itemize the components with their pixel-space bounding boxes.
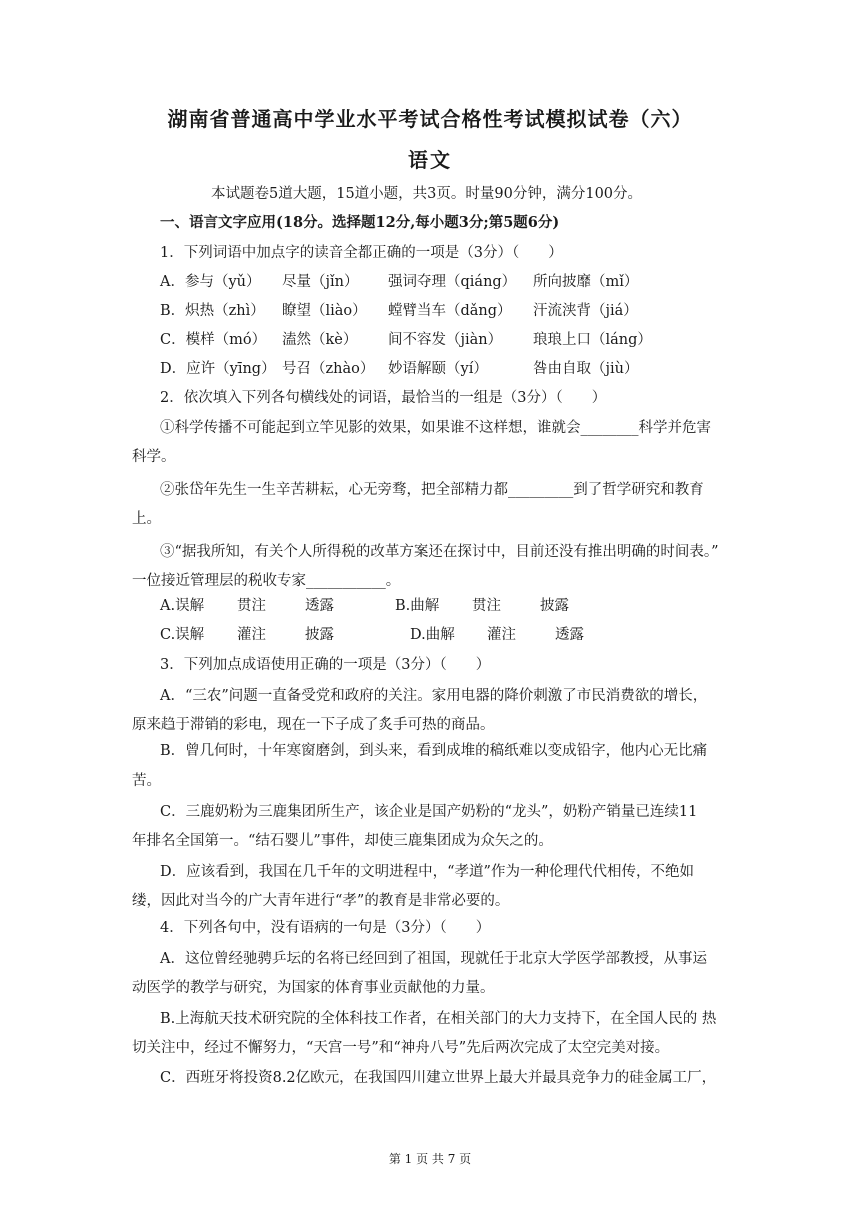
q1-a-1: A．参与（yǔ）	[160, 274, 261, 290]
q2-c-2: 灌注	[237, 627, 266, 643]
q2-d-1: D.曲解	[410, 627, 455, 643]
q1-b-1: B．炽热（zhì）	[160, 303, 265, 319]
q4-a-line2: 动医学的教学与研究，为国家的体育事业贡献他的力量。	[132, 980, 495, 996]
subject-title: 语文	[408, 148, 452, 172]
q1-c-2: 溘然（kè）	[282, 332, 358, 348]
exam-intro: 本试题卷5道大题，15道小题，共3页。时量90分钟，满分100分。	[211, 186, 643, 202]
q1-b-3: 螳臂当车（dǎng）	[388, 303, 512, 319]
page-footer: 第 1 页 共 7 页	[388, 1152, 472, 1166]
q3-b-line1: B．曾几何时，十年寒窗磨剑，到头来，看到成堆的稿纸难以变成铅字，他内心无比痛	[160, 743, 708, 759]
q2-a-3: 透露	[305, 598, 334, 614]
q2-a-2: 贯注	[237, 598, 266, 614]
q2-sentence1-line1: ①科学传播不可能起到立竿见影的效果，如果谁不这样想，谁就会________科学并危害	[160, 420, 711, 436]
q3-a-line1: A．“三农”问题一直备受党和政府的关注。家用电器的降价刺激了市民消费欲的增长，	[160, 688, 708, 704]
q1-d-4: 咎由自取（jiù）	[533, 361, 639, 377]
q2-b-3: 披露	[540, 598, 569, 614]
q2-sentence1-line2: 科学。	[132, 449, 176, 465]
exam-title: 湖南省普通高中学业水平考试合格性考试模拟试卷（六）	[167, 107, 693, 131]
q2-d-2: 灌注	[487, 627, 516, 643]
q4-stem: 4．下列各句中，没有语病的一句是（3分）（ ）	[160, 920, 491, 936]
q3-a-line2: 原来趋于滞销的彩电，现在一下子成了炙手可热的商品。	[132, 717, 495, 733]
q2-b-1: B.曲解	[395, 598, 440, 614]
q4-b-line1: B.上海航天技术研究院的全体科技工作者，在相关部门的大力支持下，在全国人民的 热	[160, 1011, 717, 1027]
q2-stem: 2．依次填入下列各句横线处的词语，最恰当的一组是（3分）（ ）	[160, 390, 607, 406]
q3-stem: 3．下列加点成语使用正确的一项是（3分）（ ）	[160, 657, 491, 673]
q1-d-1: D．应许（yīng）	[160, 361, 276, 377]
q1-a-4: 所向披靡（mǐ）	[533, 274, 639, 290]
q1-c-3: 间不容发（jiàn）	[388, 332, 503, 348]
q2-sentence3-line1: ③“据我所知，有关个人所得税的改革方案还在探讨中，目前还没有推出明确的时间表。”	[160, 544, 719, 560]
section-heading: 一、语言文字应用(18分。选择题12分,每小题3分;第5题6分)	[160, 214, 560, 231]
q3-c-line1: C．三鹿奶粉为三鹿集团所生产，该企业是国产奶粉的“龙头”，奶粉产销量已连续11	[160, 804, 698, 820]
q2-b-2: 贯注	[472, 598, 501, 614]
q3-d-line2: 缕，因此对当今的广大青年进行“孝”的教育是非常必要的。	[132, 893, 510, 909]
q2-sentence2-line2: 上。	[132, 511, 161, 527]
q1-c-1: C．模样（mó）	[160, 332, 267, 348]
q1-b-2: 瞭望（liào）	[282, 303, 367, 319]
q1-a-3: 强词夺理（qiáng）	[388, 274, 517, 290]
q4-a-line1: A．这位曾经驰骋乒坛的名将已经回到了祖国，现就任于北京大学医学部教授，从事运	[160, 951, 707, 967]
q1-a-2: 尽量（jǐn）	[282, 274, 359, 290]
q3-d-line1: D．应该看到，我国在几千年的文明进程中，“孝道”作为一种伦理代代相传，不绝如	[160, 864, 694, 880]
q2-c-3: 披露	[305, 627, 334, 643]
q2-d-3: 透露	[555, 627, 584, 643]
q2-a-1: A.误解	[160, 598, 205, 614]
q3-b-line2: 苦。	[132, 773, 161, 789]
q1-b-4: 汗流浃背（jiá）	[533, 303, 638, 319]
q2-sentence3-line2: 一位接近管理层的税收专家___________。	[132, 573, 401, 589]
q1-d-2: 号召（zhào）	[282, 361, 375, 377]
q4-c-line1: C．西班牙将投资8.2亿欧元，在我国四川建立世界上最大并最具竞争力的硅金属工厂，	[160, 1070, 717, 1086]
q1-c-4: 琅琅上口（láng）	[533, 332, 652, 348]
q1-d-3: 妙语解颐（yí）	[388, 361, 488, 377]
q2-c-1: C.误解	[160, 627, 205, 643]
q2-sentence2-line1: ②张岱年先生一生辛苦耕耘，心无旁骛，把全部精力都_________到了哲学研究和教育	[160, 482, 704, 498]
q4-b-line2: 切关注中，经过不懈努力，“天宫一号”和“神舟八号”先后两次完成了太空完美对接。	[132, 1040, 670, 1056]
q3-c-line2: 年排名全国第一。“结石婴儿”事件，却使三鹿集团成为众矢之的。	[132, 833, 553, 849]
q1-stem: 1．下列词语中加点字的读音全都正确的一项是（3分）（ ）	[160, 245, 563, 261]
